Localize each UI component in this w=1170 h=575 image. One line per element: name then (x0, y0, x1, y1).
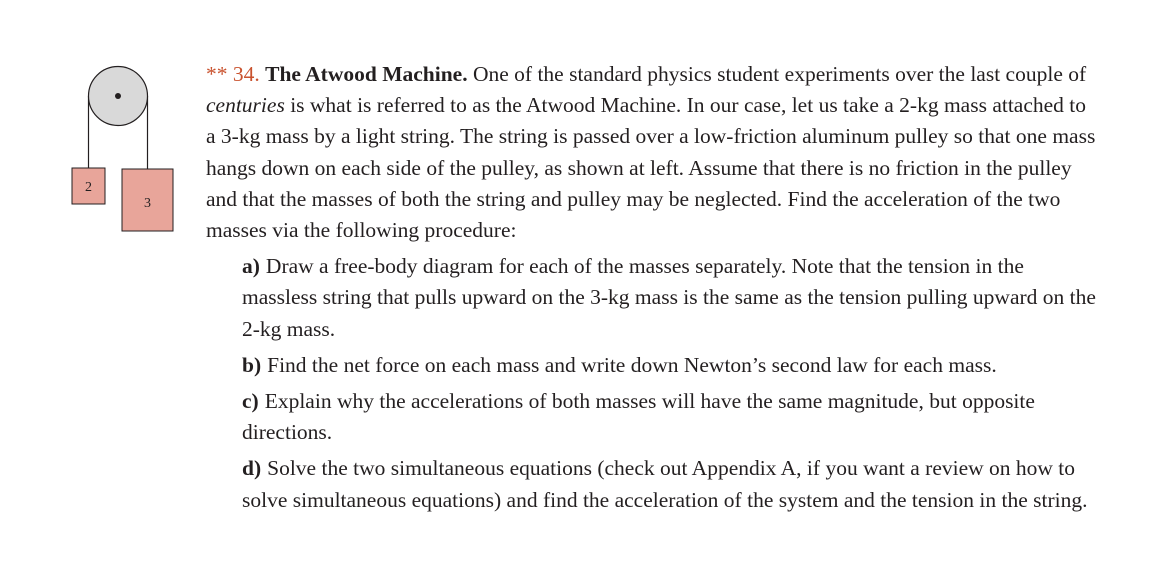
part-b (242, 350, 1096, 381)
problem-title: The Atwood Machine. (265, 62, 468, 86)
problem-34 (206, 59, 1096, 516)
atwood-machine-figure (60, 56, 190, 246)
part-c-label: c) (242, 389, 259, 414)
problem-intro-part2: is what is referred to as the Atwood Machine. In our case, let us take a 2-kg mass attached to a 3-kg mass by a light string. The string is passed over a low-friction aluminum pulley so that one mass hangs down on each side of the pulley, as shown at left. Assume that there is no friction in the pulley and that the masses of both the string and pulley may be neglected. Find the acceleration of the two masses via the following procedure: (206, 93, 1096, 243)
part-b-text: Find the net force on each mass and write down Newton’s second law for each mass. (267, 352, 997, 377)
mass-3-label: 3 (144, 196, 151, 211)
part-d (242, 453, 1096, 515)
difficulty-stars: ** (206, 62, 228, 86)
problem-intro-italic: centuries (206, 93, 285, 118)
problem-intro-part1: One of the standard physics student experiments over the last couple of (467, 62, 1087, 86)
part-a-text: Draw a free-body diagram for each of the masses separately. Note that the tension in the massless string that pulls upward on the 3-kg mass is the same as the tension pulling upward on the 2-kg mass. (242, 254, 1096, 341)
part-b-label: b) (242, 352, 262, 377)
part-c-text: Explain why the accelerations of both masses will have the same magnitude, but opposite directions. (242, 389, 1035, 445)
part-c (242, 386, 1096, 448)
pulley-axle (115, 93, 121, 99)
problem-statement (206, 59, 1096, 246)
part-d-text: Solve the two simultaneous equations (check out Appendix A, if you want a review on how to solve simultaneous equations) and find the acceleration of the system and the tension in the string. (242, 456, 1088, 512)
atwood-diagram (60, 56, 190, 246)
problem-number: 34. (232, 62, 260, 86)
part-a-label: a) (242, 254, 260, 279)
part-a (242, 251, 1096, 345)
part-d-label: d) (242, 456, 262, 481)
mass-2-label: 2 (85, 180, 92, 195)
problem-parts-list (206, 251, 1096, 516)
